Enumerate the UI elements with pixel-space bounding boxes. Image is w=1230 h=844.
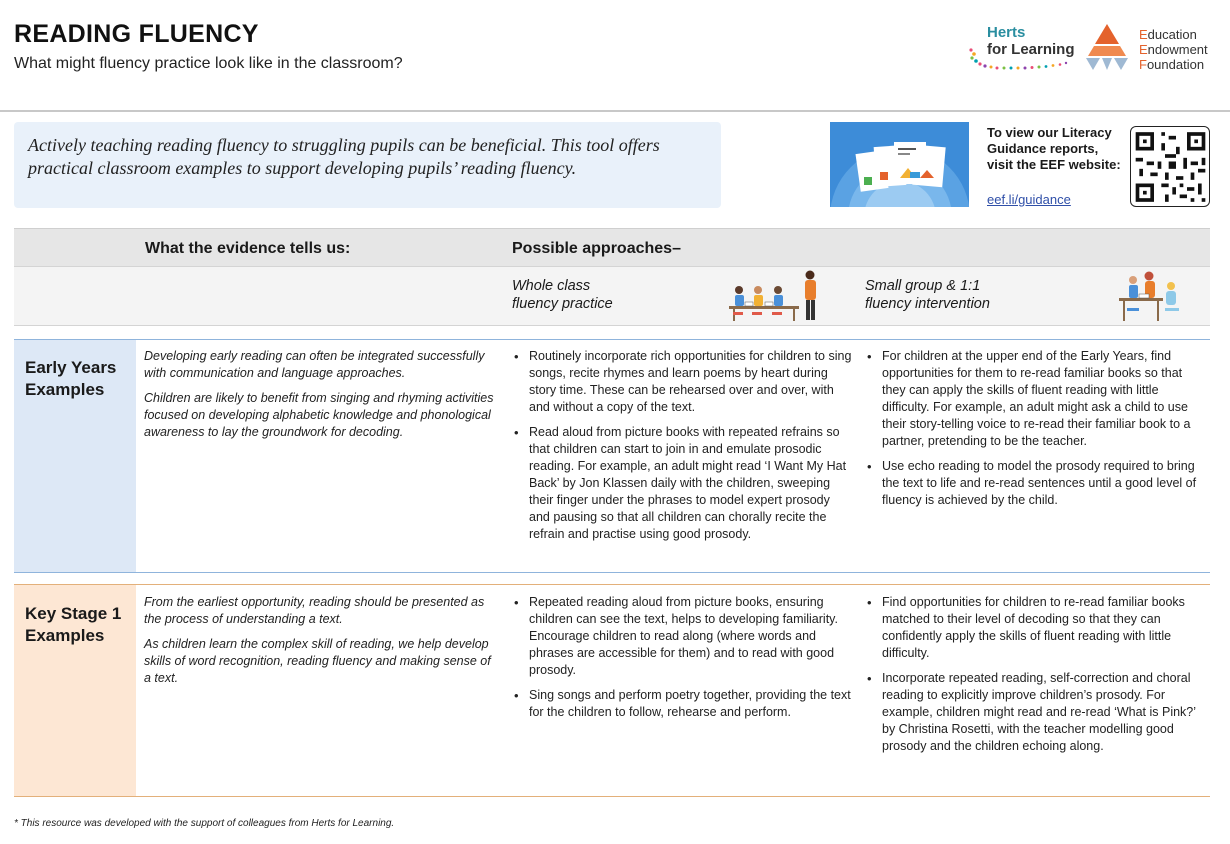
- hfl-logo-line1: Herts: [987, 24, 1026, 41]
- small-group-illustration-icon: [1115, 268, 1185, 324]
- header-evidence: What the evidence tells us:: [145, 240, 351, 257]
- early-years-rule-bottom: [14, 572, 1210, 573]
- eef-logo-text: [1139, 27, 1208, 72]
- evidence-paragraph: As children learn the complex skill of reading, we help develop skills of word recognition, reading fluency and making sense of a text.: [144, 637, 491, 685]
- page-title: READING FLUENCY: [14, 20, 259, 48]
- key-stage-rule-bottom: [14, 796, 1210, 797]
- subheader-small-group: Small group & 1:1 fluency intervention: [865, 278, 990, 312]
- key-stage-rule-top: [14, 584, 1210, 585]
- list-item: • Routinely incorporate rich opportunities for children to sing songs, recite rhymes and learn poems by heart during story time. These can be rehearsed over and over, with and without a copy of the text.: [512, 348, 852, 416]
- header-divider: [0, 110, 1230, 112]
- hfl-logo: [968, 22, 1078, 72]
- list-item: • Sing songs and perform poetry together, providing the text for the children to follow, rehearse and perform.: [512, 687, 852, 721]
- guidance-report-cover-image: [830, 122, 969, 207]
- guidance-link[interactable]: eef.li/guidance: [987, 192, 1071, 207]
- evidence-paragraph: Children are likely to benefit from singing and rhyming activities focused on developing alphabetic knowledge and phonological awareness to lay the groundwork for decoding.: [144, 391, 494, 439]
- key-stage-small-group-list: [865, 594, 1205, 763]
- early-years-evidence: [144, 348, 500, 449]
- evidence-paragraph: From the earliest opportunity, reading should be presented as the process of understanding a text.: [144, 595, 485, 626]
- key-stage-evidence: [144, 594, 500, 695]
- hfl-logo-line2: for Learning: [987, 41, 1075, 58]
- list-item: • Find opportunities for children to re-read familiar books matched to their level of decoding so that they can confidently apply the skills of fluent reading with little difficulty.: [865, 594, 1205, 662]
- list-item: • For children at the upper end of the Early Years, find opportunities for them to re-read familiar books so that they can apply the skills of fluent reading with little difficulty. For example, an adult might ask a child to use their story-telling voice to re-read their familiar book to a partner, pretending to be the teacher.: [865, 348, 1205, 450]
- header-approaches: Possible approaches–: [512, 240, 681, 257]
- key-stage-whole-class-list: [512, 594, 852, 729]
- list-item: • Repeated reading aloud from picture books, ensuring children can see the text, helps to developing familiarity. Encourage children to read along (where words and phrases are accessible for them) and to read with good prosody.: [512, 594, 852, 679]
- early-years-label: Early Years Examples: [25, 358, 117, 399]
- whole-class-illustration-icon: [725, 268, 825, 324]
- eef-line3: Foundation: [1139, 57, 1205, 72]
- page-subtitle: What might fluency practice look like in the classroom?: [14, 55, 403, 72]
- list-item: • Incorporate repeated reading, self-correction and choral reading to explicitly improve children’s prosody. For example, children might read and re-read ‘What is Pink?’ by Christina Rosetti, with the teacher modelling good prosody and the children echoing along.: [865, 670, 1205, 755]
- evidence-paragraph: Developing early reading can often be integrated successfully with communication and language approaches.: [144, 349, 485, 380]
- guidance-text: To view our Literacy Guidance reports, visit the EEF website:: [987, 125, 1121, 172]
- qr-code-icon: [1132, 128, 1209, 206]
- qr-code[interactable]: [1130, 126, 1210, 207]
- eef-line1: Education: [1139, 27, 1197, 42]
- early-years-whole-class-list: [512, 348, 852, 551]
- eef-line2: Endowment: [1139, 42, 1208, 57]
- early-years-small-group-list: [865, 348, 1205, 517]
- list-item: • Use echo reading to model the prosody required to bring the text to life and re-read sentences until a good level of fluency is achieved by the child.: [865, 458, 1205, 509]
- list-item: • Read aloud from picture books with repeated refrains so that children can start to join in and emulate prosodic reading. For example, an adult might read ‘I Want My Hat Back’ by Jon Klassen daily with the children, sweeping their finger under the phrases to model expert prosody and pausing so that all children can chorally recite the refrain and practise using good prosody.: [512, 424, 852, 543]
- intro-box: Actively teaching reading fluency to struggling pupils can be beneficial. This tool offers practical classroom examples to support developing pupils’ reading fluency.: [14, 122, 721, 208]
- early-years-rule-top: [14, 339, 1210, 340]
- eef-triangle-icon: [1082, 22, 1132, 72]
- footnote: * This resource was developed with the support of colleagues from Herts for Learning.: [14, 818, 395, 829]
- subheader-whole-class: Whole class fluency practice: [512, 278, 613, 312]
- key-stage-label: Key Stage 1 Examples: [25, 604, 122, 645]
